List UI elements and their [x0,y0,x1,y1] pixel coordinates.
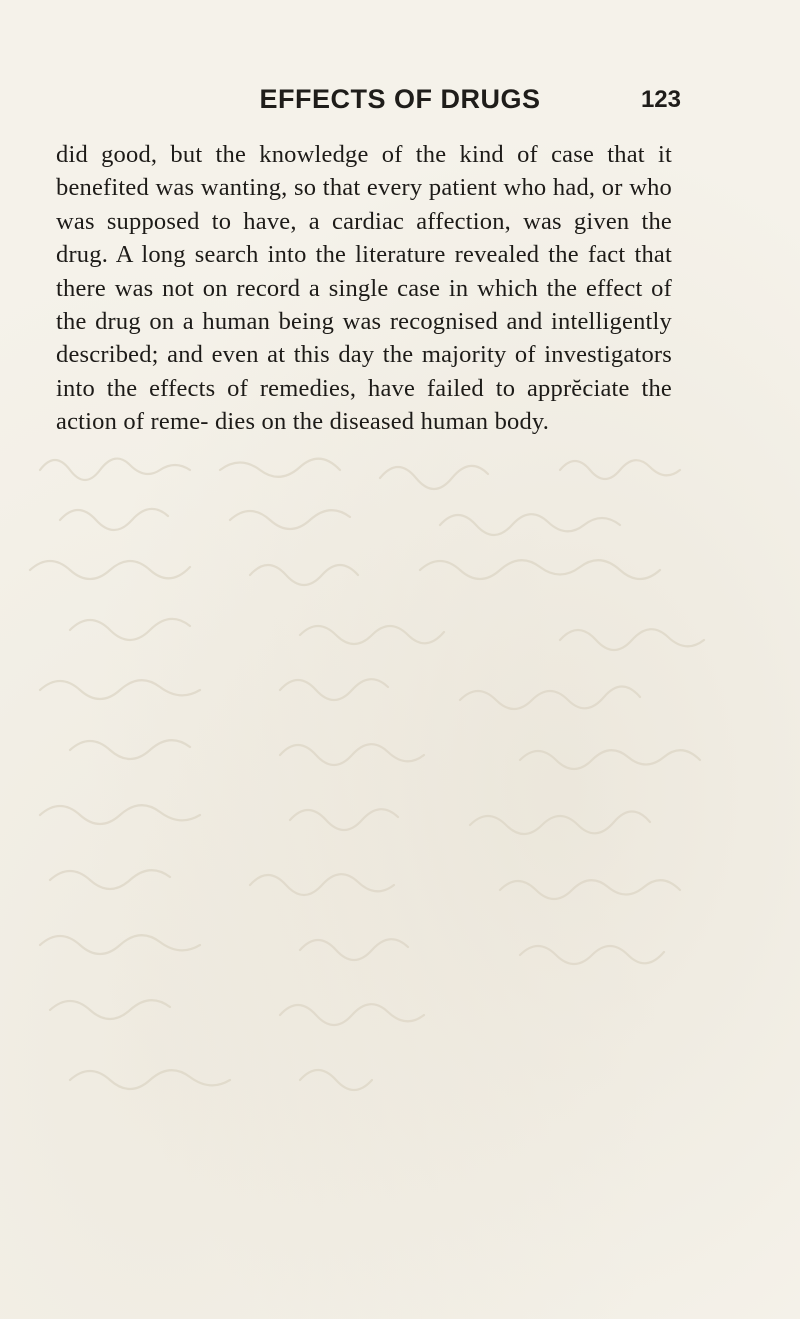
page-number: 123 [640,86,681,113]
page-header [0,84,800,124]
body-paragraph: did good, but the knowledge of the kind of case that it benefited was wanting, so that every patient who had, or who was supposed to have, a cardiac affection, was given the drug. A long search into the literature revealed the fact that there was not on record a single case in which the effect of the drug on a human being was recognised and intelligently described; and even at this day the majority of investigators into the effects of remedies, have failed to apprĕciate the action of reme- dies on the diseased human body. [56,141,672,436]
running-head: EFFECTS OF DRUGS [259,84,541,114]
